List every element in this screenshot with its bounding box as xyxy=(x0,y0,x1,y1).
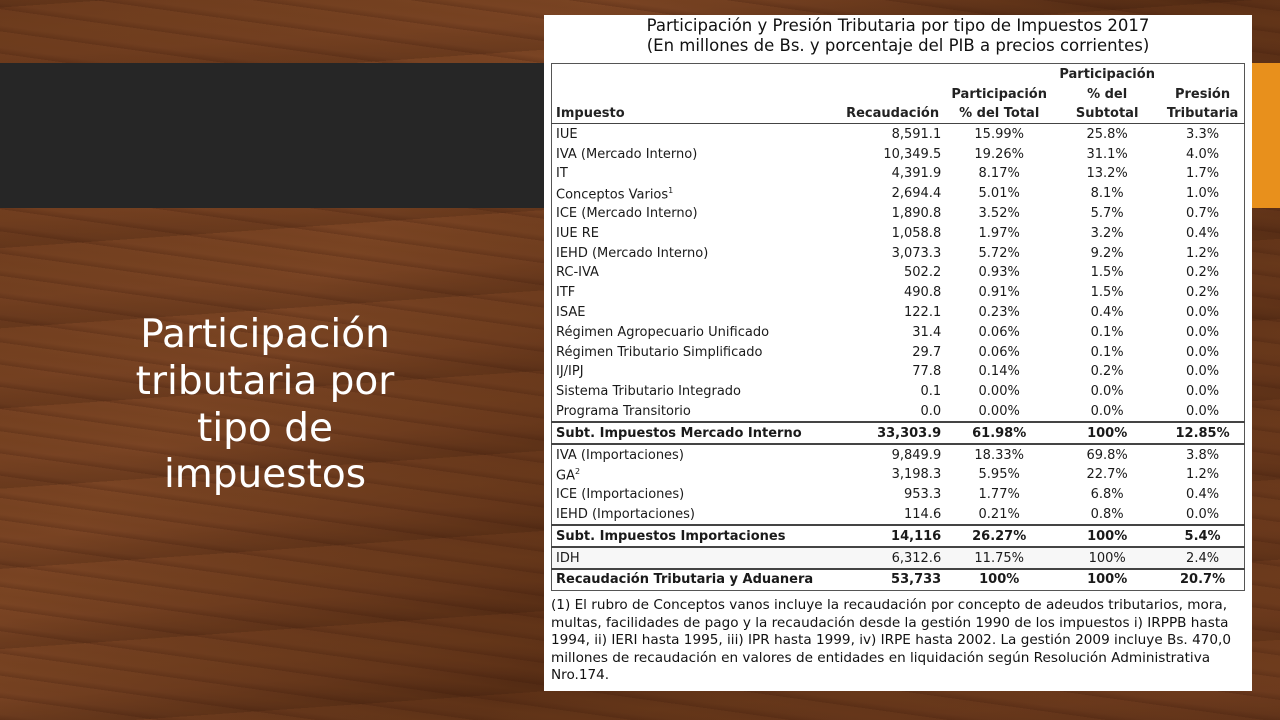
cell-presion-text: 0.4% xyxy=(1186,487,1220,503)
cell-part-subtotal: 100% xyxy=(1053,547,1161,569)
cell-part-subtotal xyxy=(1053,124,1161,144)
cell-part-subtotal-text: 1.5% xyxy=(1090,265,1124,281)
cell-recaudacion xyxy=(840,243,945,263)
cell-part-total xyxy=(945,263,1053,283)
cell-name-text: IUE RE xyxy=(556,225,599,241)
cell-recaudacion: 14,116 xyxy=(840,525,945,547)
cell-name xyxy=(552,485,841,505)
cell-presion-text: 1.0% xyxy=(1186,186,1220,202)
cell-presion-text: 0.0% xyxy=(1186,324,1220,340)
cell-presion-text: 4.0% xyxy=(1186,146,1220,162)
cell-recaudacion xyxy=(840,465,945,485)
header-impuesto: Impuesto xyxy=(552,104,841,124)
cell-part-total-text: 0.00% xyxy=(978,384,1020,400)
cell-name xyxy=(552,342,841,362)
header-part-sub-1: Participación xyxy=(1059,66,1155,82)
rows-importaciones xyxy=(552,444,1245,525)
cell-recaudacion xyxy=(840,362,945,382)
cell-name xyxy=(552,204,841,224)
cell-part-subtotal xyxy=(1053,204,1161,224)
table-row xyxy=(552,144,1245,164)
cell-part-total-text: 19.26% xyxy=(974,146,1024,162)
cell-part-subtotal: 100% xyxy=(1053,422,1161,444)
cell-part-total xyxy=(945,243,1053,263)
cell-presion: 20.7% xyxy=(1161,569,1244,590)
cell-part-subtotal xyxy=(1053,444,1161,465)
header-part-total-2: % del Total xyxy=(945,104,1053,124)
cell-recaudacion xyxy=(840,263,945,283)
cell-part-subtotal-text: 69.8% xyxy=(1086,447,1128,463)
footnote-marker: 2 xyxy=(574,466,581,476)
cell-part-total: 61.98% xyxy=(945,422,1053,444)
cell-part-subtotal xyxy=(1053,283,1161,303)
cell-presion xyxy=(1161,465,1244,485)
cell-part-total xyxy=(945,322,1053,342)
cell-part-total-text: 0.06% xyxy=(978,324,1020,340)
table-image xyxy=(544,15,1252,691)
cell-name xyxy=(552,303,841,323)
cell-part-total xyxy=(945,204,1053,224)
header-presion-1: Presión xyxy=(1174,86,1231,102)
cell-name xyxy=(552,283,841,303)
cell-part-total xyxy=(945,465,1053,485)
cell-part-total-text: 0.00% xyxy=(978,403,1020,419)
cell-presion-text: 3.3% xyxy=(1186,126,1220,142)
cell-part-subtotal-text: 0.0% xyxy=(1090,403,1124,419)
table-row xyxy=(552,402,1245,423)
cell-part-subtotal: 100% xyxy=(1053,569,1161,590)
cell-name xyxy=(552,223,841,243)
cell-presion xyxy=(1161,322,1244,342)
cell-presion-text: 0.0% xyxy=(1186,403,1220,419)
cell-presion xyxy=(1161,303,1244,323)
cell-part-total-text: 0.93% xyxy=(978,265,1020,281)
cell-part-total xyxy=(945,124,1053,144)
cell-recaudacion-text: 1,890.8 xyxy=(891,205,942,221)
cell-name xyxy=(552,444,841,465)
table-row xyxy=(552,505,1245,526)
cell-presion xyxy=(1161,485,1244,505)
cell-name xyxy=(552,243,841,263)
tax-table xyxy=(551,63,1245,591)
cell-part-subtotal xyxy=(1053,342,1161,362)
cell-part-total-text: 0.06% xyxy=(978,344,1020,360)
cell-part-subtotal-text: 8.1% xyxy=(1090,186,1124,202)
cell-part-subtotal-text: 13.2% xyxy=(1086,166,1128,182)
table-row xyxy=(552,444,1245,465)
cell-part-total-text: 5.95% xyxy=(978,467,1020,483)
cell-part-subtotal-text: 0.2% xyxy=(1090,364,1124,380)
cell-recaudacion-text: 953.3 xyxy=(904,487,942,503)
cell-recaudacion xyxy=(840,402,945,423)
cell-presion xyxy=(1161,382,1244,402)
table-row xyxy=(552,124,1245,144)
cell-part-subtotal-text: 25.8% xyxy=(1086,126,1128,142)
cell-part-subtotal xyxy=(1053,243,1161,263)
subtotal-mercado-interno-row xyxy=(552,422,1245,444)
cell-recaudacion-text: 1,058.8 xyxy=(891,225,942,241)
cell-part-subtotal xyxy=(1053,465,1161,485)
cell-recaudacion xyxy=(840,223,945,243)
cell-recaudacion-text: 122.1 xyxy=(904,304,942,320)
table-row xyxy=(552,263,1245,283)
cell-part-total-text: 15.99% xyxy=(974,126,1024,142)
cell-part-total xyxy=(945,342,1053,362)
cell-part-subtotal xyxy=(1053,164,1161,184)
cell-presion-text: 0.0% xyxy=(1186,344,1220,360)
header-part-sub-2: % del xyxy=(1087,86,1128,102)
cell-recaudacion: 6,312.6 xyxy=(840,547,945,569)
cell-presion-text: 0.7% xyxy=(1186,205,1220,221)
rows-mercado-interno xyxy=(552,124,1245,422)
cell-presion xyxy=(1161,144,1244,164)
cell-presion xyxy=(1161,204,1244,224)
cell-part-total-text: 0.14% xyxy=(978,364,1020,380)
cell-presion xyxy=(1161,283,1244,303)
cell-recaudacion-text: 9,849.9 xyxy=(891,447,942,463)
cell-part-subtotal xyxy=(1053,485,1161,505)
cell-part-total-text: 1.97% xyxy=(978,225,1020,241)
cell-name xyxy=(552,164,841,184)
footnote: (1) El rubro de Conceptos vanos incluye la recaudación por concepto de adeudos tributarios, mora, multas, facilidades de pago y la recaudación desde la gestión 1990 de los impuestos i) IRPPB hasta 1994, ii) IERI hasta 1995, iii) IPR hasta 1999, iv) IRPE hasta 2002. La gestión 2009 incluye Bs. 470,0 millones de recaudación en valores de entidades en liquidación según Resolución Administrativa Nro.174. xyxy=(551,597,1231,683)
table-row xyxy=(552,322,1245,342)
cell-name xyxy=(552,144,841,164)
cell-part-total: 26.27% xyxy=(945,525,1053,547)
slide-title[interactable]: Participación tributaria por tipo de impuestos xyxy=(135,312,395,498)
cell-name-text: ITF xyxy=(556,285,576,301)
footnote-marker: 1 xyxy=(668,185,674,195)
cell-recaudacion-text: 29.7 xyxy=(912,344,942,360)
table-title-line1: Participación y Presión Tributaria por tipo de Impuestos 2017 xyxy=(646,16,1150,35)
cell-name-text: IVA (Mercado Interno) xyxy=(556,146,698,162)
header-recaudacion: Recaudación xyxy=(840,104,945,124)
cell-part-subtotal xyxy=(1053,303,1161,323)
cell-recaudacion-text: 10,349.5 xyxy=(883,146,942,162)
total-row xyxy=(552,569,1245,590)
cell-recaudacion xyxy=(840,342,945,362)
table-row xyxy=(552,223,1245,243)
cell-part-total xyxy=(945,223,1053,243)
cell-part-subtotal-text: 6.8% xyxy=(1090,487,1124,503)
cell-presion-text: 0.0% xyxy=(1186,364,1220,380)
cell-presion-text: 3.8% xyxy=(1186,447,1220,463)
cell-part-total xyxy=(945,362,1053,382)
cell-part-total xyxy=(945,444,1053,465)
table-row xyxy=(552,164,1245,184)
cell-name-text: Régimen Tributario Simplificado xyxy=(556,344,763,360)
cell-recaudacion xyxy=(840,505,945,526)
cell-recaudacion-text: 8,591.1 xyxy=(891,126,942,142)
cell-presion xyxy=(1161,223,1244,243)
cell-part-subtotal-text: 5.7% xyxy=(1090,205,1124,221)
cell-recaudacion xyxy=(840,144,945,164)
cell-presion xyxy=(1161,444,1244,465)
cell-presion-text: 0.2% xyxy=(1186,265,1220,281)
cell-part-total-text: 3.52% xyxy=(978,205,1020,221)
cell-part-subtotal xyxy=(1053,505,1161,526)
cell-recaudacion xyxy=(840,485,945,505)
cell-name: Subt. Impuestos Mercado Interno xyxy=(552,422,841,444)
cell-part-total: 11.75% xyxy=(945,547,1053,569)
cell-part-subtotal xyxy=(1053,144,1161,164)
table-row xyxy=(552,382,1245,402)
cell-recaudacion xyxy=(840,283,945,303)
cell-part-total-text: 18.33% xyxy=(974,447,1024,463)
cell-name-text: ICE (Mercado Interno) xyxy=(556,205,698,221)
cell-presion: 2.4% xyxy=(1161,547,1244,569)
cell-presion-text: 0.0% xyxy=(1186,506,1220,522)
table-row xyxy=(552,342,1245,362)
cell-part-subtotal xyxy=(1053,402,1161,423)
cell-part-subtotal-text: 0.8% xyxy=(1090,506,1124,522)
cell-presion-text: 1.7% xyxy=(1186,166,1220,182)
header-presion-2: Tributaria xyxy=(1161,104,1244,124)
cell-name: IDH xyxy=(552,547,841,569)
cell-part-subtotal xyxy=(1053,223,1161,243)
cell-name-text: Conceptos Varios xyxy=(556,186,669,202)
cell-part-total-text: 5.01% xyxy=(978,186,1020,202)
cell-part-total xyxy=(945,505,1053,526)
cell-name xyxy=(552,505,841,526)
cell-name-text: IJ/IPJ xyxy=(556,364,584,380)
cell-part-total-text: 1.77% xyxy=(978,487,1020,503)
cell-part-total-text: 5.72% xyxy=(978,245,1020,261)
cell-part-total xyxy=(945,402,1053,423)
cell-name xyxy=(552,322,841,342)
cell-presion: 12.85% xyxy=(1161,422,1244,444)
cell-recaudacion-text: 502.2 xyxy=(904,265,942,281)
cell-name xyxy=(552,465,841,485)
cell-presion xyxy=(1161,124,1244,144)
cell-part-total xyxy=(945,164,1053,184)
cell-part-total xyxy=(945,485,1053,505)
cell-part-subtotal-text: 9.2% xyxy=(1090,245,1124,261)
cell-name-text: Régimen Agropecuario Unificado xyxy=(556,324,770,340)
cell-name: Recaudación Tributaria y Aduanera xyxy=(552,569,841,590)
table-row xyxy=(552,465,1245,485)
cell-presion-text: 1.2% xyxy=(1186,245,1220,261)
cell-recaudacion: 53,733 xyxy=(840,569,945,590)
cell-part-subtotal xyxy=(1053,263,1161,283)
cell-name-text: IVA (Importaciones) xyxy=(556,447,684,463)
cell-name-text: Sistema Tributario Integrado xyxy=(556,384,742,400)
cell-part-subtotal-text: 3.2% xyxy=(1090,225,1124,241)
cell-recaudacion xyxy=(840,382,945,402)
cell-part-total-text: 0.21% xyxy=(978,506,1020,522)
cell-part-total xyxy=(945,184,1053,204)
cell-recaudacion-text: 31.4 xyxy=(912,324,942,340)
cell-part-subtotal xyxy=(1053,362,1161,382)
cell-part-subtotal-text: 0.0% xyxy=(1090,384,1124,400)
cell-recaudacion xyxy=(840,184,945,204)
cell-name-text: ICE (Importaciones) xyxy=(556,487,685,503)
cell-recaudacion-text: 0.0 xyxy=(920,403,942,419)
cell-name-text: IUE xyxy=(556,126,578,142)
cell-name-text: Programa Transitorio xyxy=(556,403,691,419)
cell-part-total-text: 0.23% xyxy=(978,304,1020,320)
cell-name xyxy=(552,362,841,382)
cell-part-total-text: 8.17% xyxy=(978,166,1020,182)
cell-part-subtotal-text: 31.1% xyxy=(1086,146,1128,162)
cell-presion-text: 0.0% xyxy=(1186,384,1220,400)
table-row xyxy=(552,184,1245,204)
cell-name xyxy=(552,263,841,283)
cell-name-text: IT xyxy=(556,166,568,182)
cell-name-text: RC-IVA xyxy=(556,265,599,281)
cell-presion xyxy=(1161,362,1244,382)
cell-recaudacion xyxy=(840,204,945,224)
cell-presion: 5.4% xyxy=(1161,525,1244,547)
cell-name-text: ISAE xyxy=(556,304,586,320)
cell-name xyxy=(552,124,841,144)
cell-recaudacion-text: 114.6 xyxy=(904,506,942,522)
cell-part-total xyxy=(945,303,1053,323)
cell-presion-text: 1.2% xyxy=(1186,467,1220,483)
cell-recaudacion xyxy=(840,124,945,144)
cell-recaudacion-text: 77.8 xyxy=(912,364,942,380)
cell-part-subtotal-text: 0.1% xyxy=(1090,344,1124,360)
cell-part-subtotal xyxy=(1053,184,1161,204)
cell-recaudacion-text: 3,073.3 xyxy=(891,245,942,261)
cell-presion xyxy=(1161,342,1244,362)
table-row xyxy=(552,303,1245,323)
cell-recaudacion-text: 490.8 xyxy=(904,285,942,301)
cell-presion xyxy=(1161,505,1244,526)
cell-part-subtotal-text: 1.5% xyxy=(1090,285,1124,301)
table-row xyxy=(552,204,1245,224)
cell-name-text: IEHD (Mercado Interno) xyxy=(556,245,709,261)
cell-presion xyxy=(1161,402,1244,423)
cell-name xyxy=(552,184,841,204)
cell-presion xyxy=(1161,164,1244,184)
table-row xyxy=(552,485,1245,505)
header-part-total-1: Participación xyxy=(951,86,1047,102)
cell-recaudacion xyxy=(840,164,945,184)
table-row xyxy=(552,283,1245,303)
cell-part-subtotal: 100% xyxy=(1053,525,1161,547)
idh-row xyxy=(552,547,1245,569)
cell-name xyxy=(552,382,841,402)
table-title xyxy=(544,16,1252,56)
cell-part-total xyxy=(945,283,1053,303)
cell-part-total xyxy=(945,144,1053,164)
cell-recaudacion-text: 3,198.3 xyxy=(891,467,942,483)
cell-presion-text: 0.2% xyxy=(1186,285,1220,301)
cell-part-subtotal-text: 0.4% xyxy=(1090,304,1124,320)
subtotal-importaciones-row xyxy=(552,525,1245,547)
cell-presion-text: 0.0% xyxy=(1186,304,1220,320)
cell-name: Subt. Impuestos Importaciones xyxy=(552,525,841,547)
cell-recaudacion: 33,303.9 xyxy=(840,422,945,444)
cell-part-subtotal xyxy=(1053,382,1161,402)
cell-recaudacion xyxy=(840,444,945,465)
table-title-line2: (En millones de Bs. y porcentaje del PIB a precios corrientes) xyxy=(646,36,1150,55)
cell-part-total xyxy=(945,382,1053,402)
table-row xyxy=(552,243,1245,263)
cell-recaudacion-text: 0.1 xyxy=(920,384,942,400)
cell-part-total-text: 0.91% xyxy=(978,285,1020,301)
cell-part-subtotal xyxy=(1053,322,1161,342)
cell-presion xyxy=(1161,243,1244,263)
cell-recaudacion xyxy=(840,322,945,342)
cell-part-total: 100% xyxy=(945,569,1053,590)
cell-presion xyxy=(1161,184,1244,204)
accent-bar xyxy=(1252,63,1280,208)
table-row xyxy=(552,362,1245,382)
header-part-sub-3: Subtotal xyxy=(1053,104,1161,124)
cell-part-subtotal-text: 22.7% xyxy=(1086,467,1128,483)
cell-name-text: IEHD (Importaciones) xyxy=(556,506,695,522)
cell-recaudacion-text: 2,694.4 xyxy=(891,186,942,202)
cell-presion xyxy=(1161,263,1244,283)
cell-presion-text: 0.4% xyxy=(1186,225,1220,241)
cell-recaudacion xyxy=(840,303,945,323)
cell-name xyxy=(552,402,841,423)
cell-recaudacion-text: 4,391.9 xyxy=(891,166,942,182)
cell-name-text: GA xyxy=(556,468,575,483)
cell-part-subtotal-text: 0.1% xyxy=(1090,324,1124,340)
